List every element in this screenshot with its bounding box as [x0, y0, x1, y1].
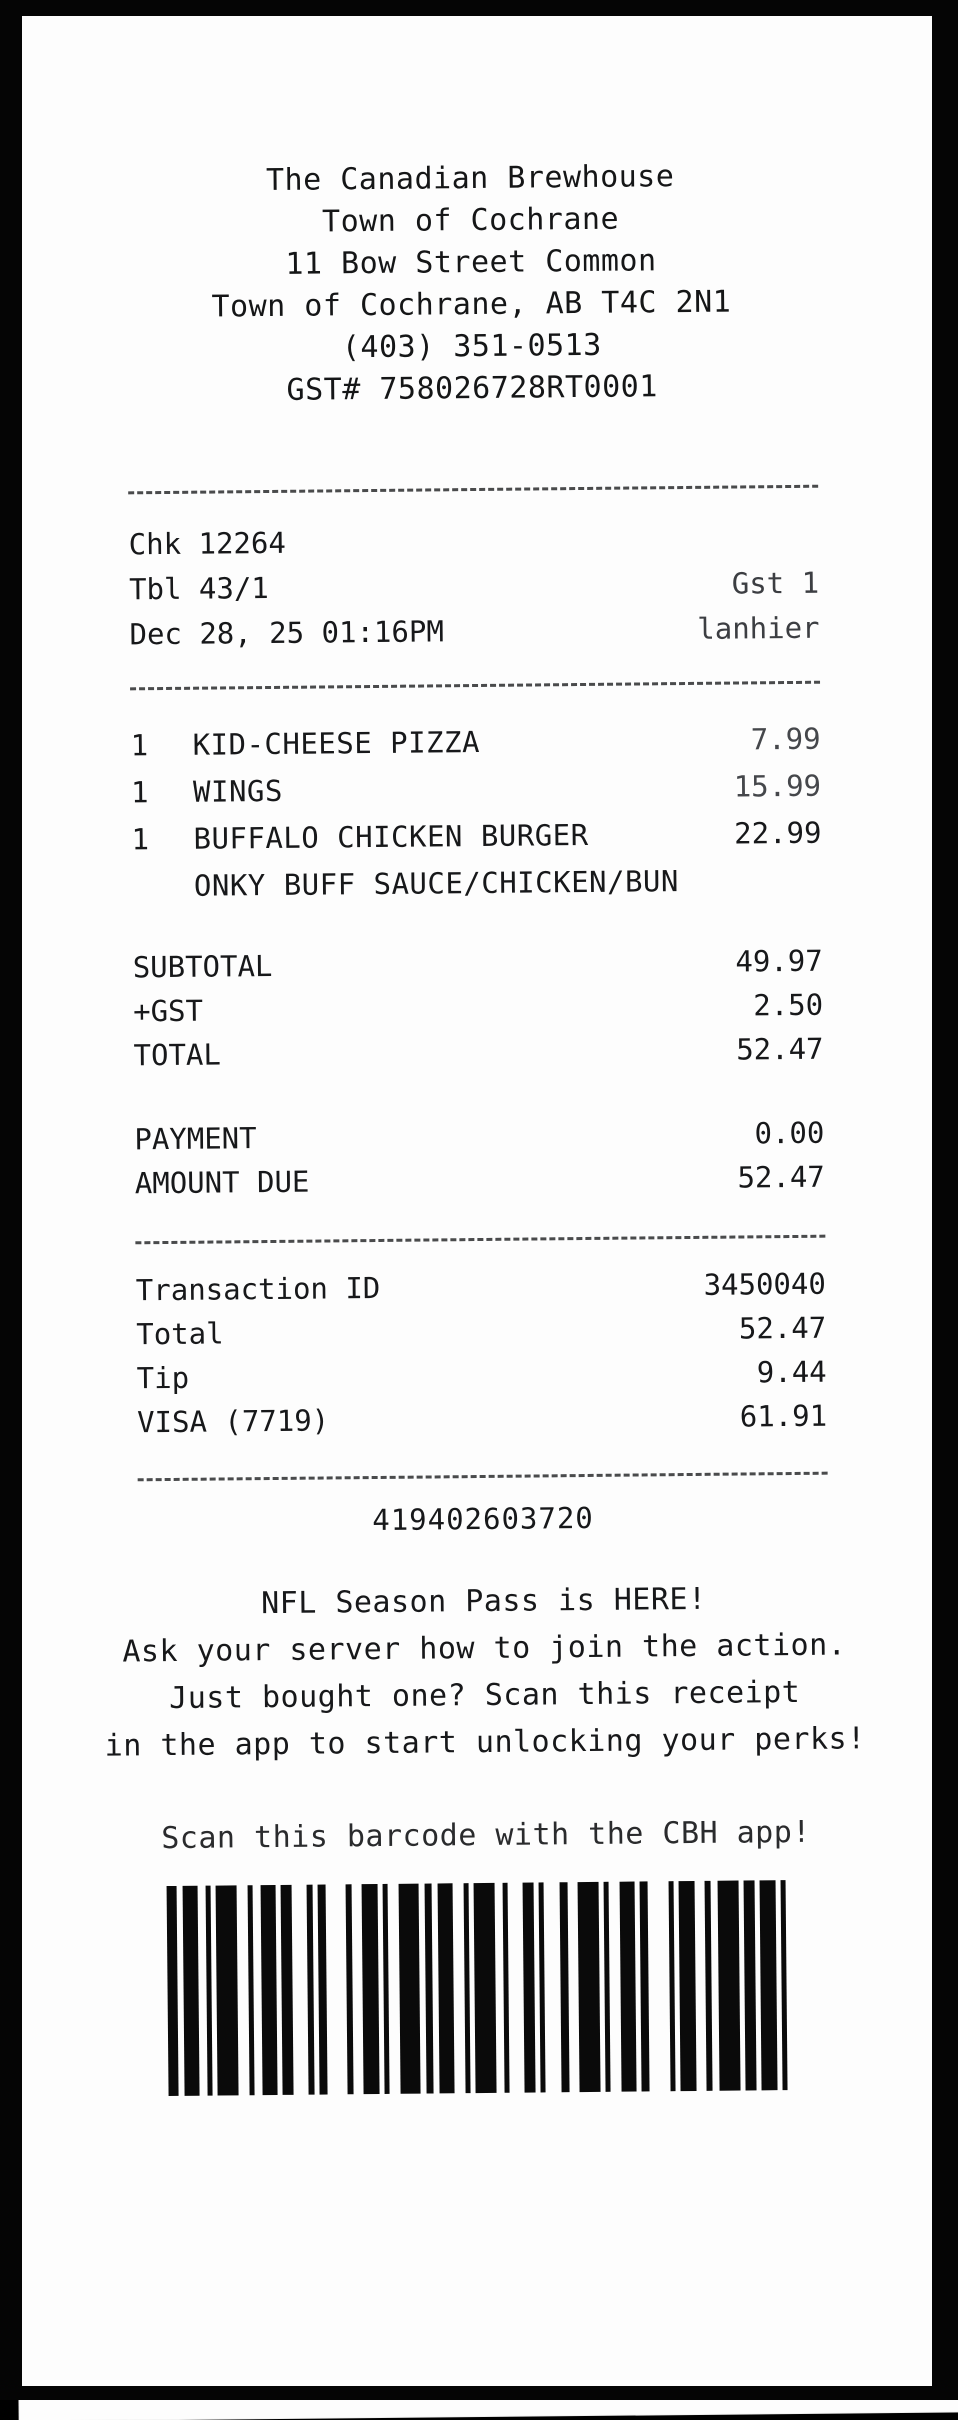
- table-number: Tbl 43/1: [128, 570, 269, 607]
- barcode: [167, 1880, 809, 2096]
- item-name: KID-CHEESE PIZZA: [192, 724, 481, 762]
- barcode-bar: [325, 1884, 348, 2094]
- separator-auth: [138, 1472, 828, 1484]
- promo-line: in the app to start unlocking your perks!: [104, 1721, 866, 1764]
- separator-items: [130, 681, 820, 693]
- photo-edge-top: [0, 0, 958, 16]
- merchant-location: Town of Cochrane: [321, 201, 620, 240]
- transaction-total-value: 52.47: [738, 1310, 827, 1346]
- barcode-bar: [578, 1882, 601, 2092]
- guest-count: Gst 1: [731, 565, 820, 601]
- merchant-city-region: Town of Cochrane, AB T4C 2N1: [211, 284, 732, 325]
- item-price: 7.99: [750, 721, 821, 757]
- payment-block: [134, 1111, 825, 1206]
- card-label: VISA (7719): [136, 1403, 330, 1440]
- transaction-total-label: Total: [136, 1316, 224, 1352]
- check-info: [128, 516, 819, 658]
- promo-line: Ask your server how to join the action.: [122, 1627, 847, 1670]
- payment-label: PAYMENT: [134, 1121, 257, 1157]
- amount-due-value: 52.47: [737, 1159, 825, 1195]
- receipt-header: [0, 154, 944, 415]
- barcode-bar: [648, 1881, 671, 2091]
- subtotal-label: SUBTOTAL: [132, 948, 273, 985]
- barcode-bar: [786, 1880, 809, 2090]
- subtotal-value: 49.97: [735, 943, 823, 979]
- item-name: BUFFALO CHICKEN BURGER: [193, 817, 589, 856]
- item-price: 15.99: [733, 768, 822, 804]
- transaction-block: [136, 1262, 828, 1445]
- item-modifier: ONKY BUFF SAUCE/CHICKEN/BUN: [193, 864, 680, 903]
- tip-value: 9.44: [756, 1354, 827, 1390]
- transaction-row: [136, 1350, 826, 1401]
- totals-row: [133, 1027, 823, 1078]
- item-price: 22.99: [734, 815, 822, 851]
- separator-top: [128, 485, 818, 497]
- merchant-address: 11 Bow Street Common: [285, 243, 657, 282]
- gst-value: 2.50: [753, 987, 824, 1023]
- photo-edge-bottom: [0, 2386, 958, 2400]
- separator-transaction: [135, 1235, 825, 1247]
- item-quantity: 1: [130, 775, 149, 810]
- line-item: [131, 763, 821, 817]
- transaction-id-label: Transaction ID: [135, 1270, 381, 1308]
- transaction-datetime: Dec 28, 25 01:16PM: [129, 614, 444, 652]
- item-quantity: 1: [130, 728, 149, 763]
- transaction-id-value: 3450040: [703, 1266, 826, 1302]
- merchant-name: The Canadian Brewhouse: [265, 159, 675, 199]
- totals-block: [133, 939, 824, 1078]
- merchant-gst-number: GST# 758026728RT0001: [286, 369, 658, 408]
- line-item: [131, 810, 821, 864]
- item-name: WINGS: [192, 773, 284, 809]
- barcode-caption: Scan this barcode with the CBH app!: [161, 1814, 812, 1857]
- total-value: 52.47: [736, 1031, 824, 1067]
- gst-label: +GST: [133, 993, 204, 1029]
- amount-due-label: AMOUNT DUE: [134, 1164, 310, 1201]
- payment-row: [134, 1111, 824, 1162]
- totals-row: [133, 983, 823, 1034]
- transaction-row: [136, 1262, 826, 1313]
- barcode-bar: [718, 1881, 741, 2091]
- server-name: lanhier: [697, 610, 820, 646]
- transaction-row: [137, 1394, 827, 1445]
- merchant-phone: (403) 351-0513: [341, 327, 602, 366]
- barcode-bar: [216, 1885, 239, 2095]
- promo-line: NFL Season Pass is HERE!: [260, 1581, 707, 1622]
- check-number: Chk 12264: [128, 525, 286, 562]
- photo-edge-left: [0, 0, 22, 2400]
- barcode-bar: [474, 1883, 497, 2093]
- barcode-bar: [398, 1884, 421, 2094]
- payment-value: 0.00: [754, 1115, 825, 1151]
- auth-number: 419402603720: [372, 1500, 594, 1538]
- item-quantity: 1: [131, 822, 150, 857]
- line-item: [130, 716, 820, 770]
- card-charged-value: 61.91: [739, 1398, 828, 1434]
- payment-row: [135, 1155, 825, 1206]
- photo-edge-right: [932, 0, 958, 2400]
- tip-label: Tip: [136, 1360, 190, 1396]
- item-list: [130, 716, 822, 910]
- transaction-row: [136, 1306, 826, 1357]
- promo-line: Just bought one? Scan this receipt: [169, 1674, 801, 1717]
- total-label: TOTAL: [133, 1037, 222, 1073]
- totals-row: [133, 939, 823, 990]
- promo-message: [12, 1573, 958, 1770]
